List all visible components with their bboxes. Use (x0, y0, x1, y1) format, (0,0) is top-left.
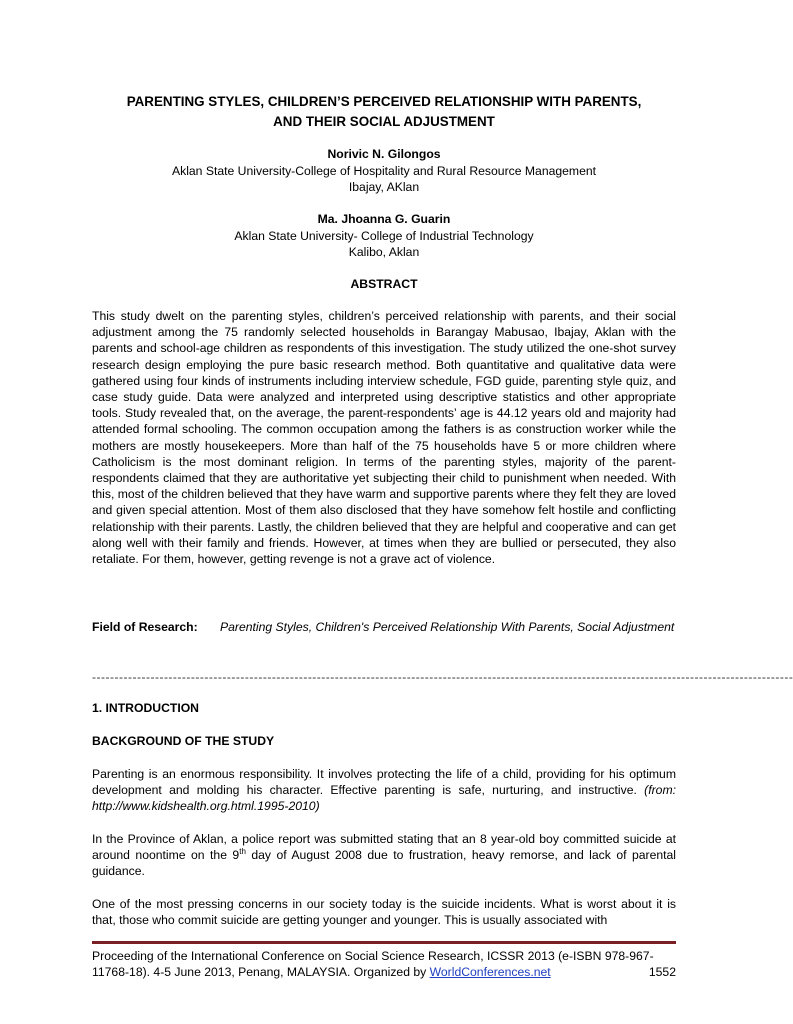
title-line-1: PARENTING STYLES, CHILDREN’S PERCEIVED RELATIONSHIP WITH PARENTS, (126, 94, 642, 109)
section-separator: ------------------------------------------------------------------------------------------------------------------------------------------------------------ (92, 670, 793, 684)
author-2-affiliation: Aklan State University- College of Industrial Technology (234, 228, 534, 243)
paragraph-1 (92, 766, 676, 815)
abstract-body: This study dwelt on the parenting styles, children’s perceived relationship with parents, and their social adjustment among the 75 randomly selected households in Barangay Mabusao, Ibajay, Aklan with the parents and school-age children as respondents of this investigation. The study utilized the one-shot survey research design employing the pure basic research method. Both quantitative and qualitative data were gathered using four kinds of instruments including interview schedule, FGD guide, parenting style quiz, and case study guide. Data were analyzed and interpreted using descriptive statistics and other appropriate tools. Study revealed that, on the average, the parent-respondents’ age is 44.12 years old and majority had attended formal schooling. The common occupation among the fathers is as construction worker while the mothers are mostly housekeepers. More than half of the 75 households have 5 or more children where Catholicism is the most dominant religion. In terms of the parenting styles, majority of the parent-respondents claimed that they are authoritative yet subjecting their child to punishment when needed. With this, most of the children believed that they have warm and supportive parents where they felt they are loved and given special attention. Most of them also disclosed that they have somehow felt hostile and conflicting relationship with their parents. Lastly, the children believed that they are helpful and cooperative and can get along well with their family and friends. However, at times when they are bullied or persecuted, they also retaliate. For them, however, getting revenge is not a grave act of violence. (92, 309, 676, 567)
paragraph-2-superscript: th (239, 847, 246, 857)
author-2-name: Ma. Jhoanna G. Guarin (317, 212, 451, 226)
footer-link[interactable]: WorldConferences.net (429, 965, 551, 980)
author-2-block (92, 211, 676, 261)
paragraph-2-text-after: day of August 2008 due to frustration, heavy remorse, and lack of parental guidance. (92, 848, 676, 879)
author-1-block (92, 146, 676, 196)
footer-line-1: Proceeding of the International Conference on Social Science Research, ICSSR 2013 (e-ISBN 978-967- (92, 949, 654, 963)
paragraph-1-citation: (from: http://www.kidshealth.org.html.1995-2010) (92, 783, 676, 814)
author-1-name: Norivic N. Gilongos (327, 147, 441, 161)
section-heading-background: BACKGROUND OF THE STUDY (92, 734, 275, 748)
author-2-location: Kalibo, Aklan (348, 245, 420, 259)
paragraph-1-text: Parenting is an enormous responsibility. It involves protecting the life of a child, providing for his optimum development and molding his character. Effective parenting is safe, nurturing, and instructive. (92, 767, 676, 798)
footer-line-2-text: 11768-18). 4-5 June 2013, Penang, MALAYSIA. Organized by (92, 965, 430, 980)
field-label: Field of Research: (92, 620, 198, 634)
title-line-2: AND THEIR SOCIAL ADJUSTMENT (273, 114, 495, 129)
section-heading-introduction: 1. INTRODUCTION (92, 701, 199, 715)
paragraph-3: One of the most pressing concerns in our society today is the suicide incidents. What is worst about it is that, those who commit suicide are getting younger and younger. This is usually associated with (92, 897, 676, 928)
footer-line-2 (92, 964, 676, 980)
paragraph-2 (92, 831, 676, 880)
abstract-heading: ABSTRACT (350, 277, 418, 291)
author-1-affiliation: Aklan State University-College of Hospitality and Rural Resource Management (171, 163, 597, 178)
page-number: 1552 (648, 965, 676, 980)
field-of-research (92, 619, 676, 635)
footer-rule (92, 941, 676, 944)
paper-title (92, 92, 676, 132)
author-1-location: Ibajay, AKlan (348, 180, 420, 194)
field-value: Parenting Styles, Children's Perceived Relationship With Parents, Social Adjustment (220, 620, 675, 634)
paragraph-2-text-before: In the Province of Aklan, a police report was submitted stating that an 8 year-old boy committed suicide at around noontime on the 9 (92, 832, 676, 863)
page-footer (92, 948, 676, 980)
